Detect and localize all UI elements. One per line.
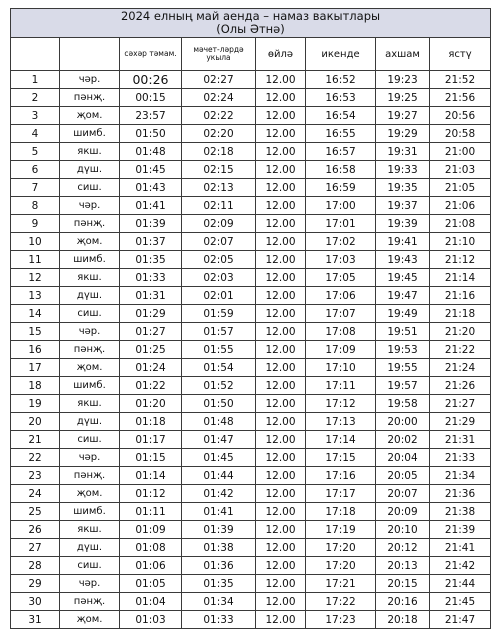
ahsham-time-cell: 20:07: [376, 485, 430, 503]
day-number-cell: 26: [11, 521, 60, 539]
ikende-time-cell: 17:16: [306, 467, 376, 485]
ahsham-time-cell: 19:49: [376, 305, 430, 323]
day-number-cell: 18: [11, 377, 60, 395]
ahsham-time-cell: 20:02: [376, 431, 430, 449]
sahar-time-cell: 00:15: [120, 89, 182, 107]
weekday-cell: якш.: [60, 395, 120, 413]
oyla-time-cell: 12.00: [256, 413, 306, 431]
ikende-time-cell: 17:14: [306, 431, 376, 449]
yastu-time-cell: 21:12: [430, 251, 491, 269]
ahsham-time-cell: 19:33: [376, 161, 430, 179]
sunrise-time-cell: 02:22: [182, 107, 256, 125]
sahar-time-cell: 01:06: [120, 557, 182, 575]
ikende-time-cell: 17:23: [306, 611, 376, 629]
prayer-times-table: [10, 8, 491, 629]
yastu-time-cell: 21:45: [430, 593, 491, 611]
day-number-cell: 31: [11, 611, 60, 629]
sahar-time-cell: 01:22: [120, 377, 182, 395]
table-row: [11, 215, 491, 233]
yastu-time-cell: 21:06: [430, 197, 491, 215]
sahar-time-cell: 01:33: [120, 269, 182, 287]
ikende-time-cell: 17:19: [306, 521, 376, 539]
sahar-time-cell: 01:48: [120, 143, 182, 161]
ahsham-time-cell: 19:41: [376, 233, 430, 251]
weekday-cell: якш.: [60, 269, 120, 287]
yastu-time-cell: 21:41: [430, 539, 491, 557]
oyla-time-cell: 12.00: [256, 179, 306, 197]
sunrise-time-cell: 02:05: [182, 251, 256, 269]
sahar-time-cell: 01:08: [120, 539, 182, 557]
oyla-time-cell: 12.00: [256, 575, 306, 593]
ahsham-time-cell: 19:25: [376, 89, 430, 107]
weekday-cell: якш.: [60, 521, 120, 539]
oyla-time-cell: 12.00: [256, 521, 306, 539]
col-header-num: [11, 38, 60, 71]
day-number-cell: 30: [11, 593, 60, 611]
sahar-time-cell: 01:41: [120, 197, 182, 215]
table-row: [11, 611, 491, 629]
weekday-cell: пәнҗ.: [60, 341, 120, 359]
yastu-time-cell: 21:03: [430, 161, 491, 179]
weekday-cell: шимб.: [60, 503, 120, 521]
day-number-cell: 20: [11, 413, 60, 431]
ikende-time-cell: 17:13: [306, 413, 376, 431]
ikende-time-cell: 17:22: [306, 593, 376, 611]
weekday-cell: җом.: [60, 107, 120, 125]
ahsham-time-cell: 20:09: [376, 503, 430, 521]
weekday-cell: җом.: [60, 611, 120, 629]
table-row: [11, 179, 491, 197]
sahar-time-cell: 01:39: [120, 215, 182, 233]
yastu-time-cell: 21:29: [430, 413, 491, 431]
sunrise-time-cell: 01:54: [182, 359, 256, 377]
table-row: [11, 161, 491, 179]
table-row: [11, 575, 491, 593]
ikende-time-cell: 16:57: [306, 143, 376, 161]
ikende-time-cell: 17:01: [306, 215, 376, 233]
weekday-cell: пәнҗ.: [60, 467, 120, 485]
table-row: [11, 143, 491, 161]
ikende-time-cell: 17:17: [306, 485, 376, 503]
weekday-cell: якш.: [60, 143, 120, 161]
ikende-time-cell: 17:15: [306, 449, 376, 467]
ikende-time-cell: 17:05: [306, 269, 376, 287]
ahsham-time-cell: 19:57: [376, 377, 430, 395]
day-number-cell: 13: [11, 287, 60, 305]
ahsham-time-cell: 20:00: [376, 413, 430, 431]
day-number-cell: 3: [11, 107, 60, 125]
sahar-time-cell: 01:12: [120, 485, 182, 503]
day-number-cell: 7: [11, 179, 60, 197]
oyla-time-cell: 12.00: [256, 449, 306, 467]
oyla-time-cell: 12.00: [256, 197, 306, 215]
sunrise-time-cell: 01:39: [182, 521, 256, 539]
sahar-time-cell: 01:04: [120, 593, 182, 611]
ikende-time-cell: 17:09: [306, 341, 376, 359]
day-number-cell: 10: [11, 233, 60, 251]
day-number-cell: 11: [11, 251, 60, 269]
table-subtitle: (Олы Әтнә): [216, 22, 285, 36]
weekday-cell: җом.: [60, 485, 120, 503]
weekday-cell: дүш.: [60, 539, 120, 557]
table-row: [11, 251, 491, 269]
ikende-time-cell: 16:54: [306, 107, 376, 125]
yastu-time-cell: 21:31: [430, 431, 491, 449]
day-number-cell: 15: [11, 323, 60, 341]
col-header-oyla: өйлә: [256, 38, 306, 71]
oyla-time-cell: 12.00: [256, 215, 306, 233]
weekday-cell: чәр.: [60, 575, 120, 593]
ahsham-time-cell: 20:05: [376, 467, 430, 485]
table-row: [11, 467, 491, 485]
table-row: [11, 485, 491, 503]
yastu-time-cell: 21:24: [430, 359, 491, 377]
weekday-cell: дүш.: [60, 287, 120, 305]
ikende-time-cell: 17:07: [306, 305, 376, 323]
table-title: 2024 елның май аенда – намаз вакытлары: [120, 9, 381, 23]
table-row: [11, 359, 491, 377]
day-number-cell: 12: [11, 269, 60, 287]
ikende-time-cell: 16:59: [306, 179, 376, 197]
ahsham-time-cell: 19:29: [376, 125, 430, 143]
ahsham-time-cell: 19:51: [376, 323, 430, 341]
yastu-time-cell: 21:26: [430, 377, 491, 395]
yastu-time-cell: 21:39: [430, 521, 491, 539]
column-header-row: [11, 38, 491, 71]
weekday-cell: шимб.: [60, 251, 120, 269]
day-number-cell: 1: [11, 71, 60, 89]
table-row: [11, 521, 491, 539]
oyla-time-cell: 12.00: [256, 395, 306, 413]
sahar-time-cell: 01:15: [120, 449, 182, 467]
ikende-time-cell: 16:53: [306, 89, 376, 107]
weekday-cell: чәр.: [60, 71, 120, 89]
table-row: [11, 71, 491, 89]
ahsham-time-cell: 20:04: [376, 449, 430, 467]
ikende-time-cell: 17:11: [306, 377, 376, 395]
ikende-time-cell: 17:08: [306, 323, 376, 341]
day-number-cell: 24: [11, 485, 60, 503]
sahar-time-cell: 01:05: [120, 575, 182, 593]
sunrise-time-cell: 02:27: [182, 71, 256, 89]
day-number-cell: 23: [11, 467, 60, 485]
oyla-time-cell: 12.00: [256, 251, 306, 269]
table-row: [11, 197, 491, 215]
weekday-cell: пәнҗ.: [60, 593, 120, 611]
oyla-time-cell: 12.00: [256, 305, 306, 323]
table-title-cell: [11, 9, 491, 38]
day-number-cell: 28: [11, 557, 60, 575]
col-header-sun: мәчет-ләрдә укыла: [182, 38, 256, 71]
table-row: [11, 305, 491, 323]
day-number-cell: 6: [11, 161, 60, 179]
sahar-time-cell: 01:45: [120, 161, 182, 179]
oyla-time-cell: 12.00: [256, 557, 306, 575]
sunrise-time-cell: 01:45: [182, 449, 256, 467]
ahsham-time-cell: 20:15: [376, 575, 430, 593]
ahsham-time-cell: 19:37: [376, 197, 430, 215]
sunrise-time-cell: 01:41: [182, 503, 256, 521]
sahar-time-cell: 01:25: [120, 341, 182, 359]
oyla-time-cell: 12.00: [256, 107, 306, 125]
sunrise-time-cell: 01:35: [182, 575, 256, 593]
day-number-cell: 16: [11, 341, 60, 359]
day-number-cell: 27: [11, 539, 60, 557]
oyla-time-cell: 12.00: [256, 377, 306, 395]
sunrise-time-cell: 02:24: [182, 89, 256, 107]
table-row: [11, 89, 491, 107]
sahar-time-cell: 01:20: [120, 395, 182, 413]
sahar-time-cell: 01:11: [120, 503, 182, 521]
ahsham-time-cell: 20:16: [376, 593, 430, 611]
sahar-time-cell: 01:03: [120, 611, 182, 629]
table-row: [11, 395, 491, 413]
weekday-cell: шимб.: [60, 377, 120, 395]
table-row: [11, 323, 491, 341]
oyla-time-cell: 12.00: [256, 89, 306, 107]
table-row: [11, 503, 491, 521]
sahar-time-cell: 01:35: [120, 251, 182, 269]
ahsham-time-cell: 19:39: [376, 215, 430, 233]
oyla-time-cell: 12.00: [256, 611, 306, 629]
ikende-time-cell: 17:03: [306, 251, 376, 269]
ikende-time-cell: 17:02: [306, 233, 376, 251]
yastu-time-cell: 21:44: [430, 575, 491, 593]
sunrise-time-cell: 02:01: [182, 287, 256, 305]
ahsham-time-cell: 19:23: [376, 71, 430, 89]
sunrise-time-cell: 01:52: [182, 377, 256, 395]
weekday-cell: пәнҗ.: [60, 215, 120, 233]
ikende-time-cell: 17:12: [306, 395, 376, 413]
yastu-time-cell: 21:42: [430, 557, 491, 575]
sunrise-time-cell: 01:42: [182, 485, 256, 503]
table-row: [11, 539, 491, 557]
ahsham-time-cell: 19:45: [376, 269, 430, 287]
yastu-time-cell: 21:00: [430, 143, 491, 161]
sunrise-time-cell: 02:07: [182, 233, 256, 251]
ikende-time-cell: 17:18: [306, 503, 376, 521]
ikende-time-cell: 17:21: [306, 575, 376, 593]
ikende-time-cell: 17:06: [306, 287, 376, 305]
table-row: [11, 593, 491, 611]
ahsham-time-cell: 20:13: [376, 557, 430, 575]
weekday-cell: чәр.: [60, 323, 120, 341]
sahar-time-cell: 23:57: [120, 107, 182, 125]
weekday-cell: шимб.: [60, 125, 120, 143]
sunrise-time-cell: 02:11: [182, 197, 256, 215]
sunrise-time-cell: 01:50: [182, 395, 256, 413]
table-row: [11, 269, 491, 287]
day-number-cell: 2: [11, 89, 60, 107]
ahsham-time-cell: 19:43: [376, 251, 430, 269]
ikende-time-cell: 17:20: [306, 539, 376, 557]
sahar-time-cell: 01:27: [120, 323, 182, 341]
sunrise-time-cell: 02:18: [182, 143, 256, 161]
yastu-time-cell: 21:38: [430, 503, 491, 521]
oyla-time-cell: 12.00: [256, 341, 306, 359]
oyla-time-cell: 12.00: [256, 467, 306, 485]
day-number-cell: 9: [11, 215, 60, 233]
sunrise-time-cell: 02:03: [182, 269, 256, 287]
yastu-time-cell: 21:18: [430, 305, 491, 323]
weekday-cell: сиш.: [60, 179, 120, 197]
oyla-time-cell: 12.00: [256, 539, 306, 557]
yastu-time-cell: 21:05: [430, 179, 491, 197]
day-number-cell: 8: [11, 197, 60, 215]
sahar-time-cell: 01:14: [120, 467, 182, 485]
sunrise-time-cell: 01:38: [182, 539, 256, 557]
table-row: [11, 233, 491, 251]
sahar-time-cell: 01:31: [120, 287, 182, 305]
sunrise-time-cell: 01:47: [182, 431, 256, 449]
ahsham-time-cell: 19:58: [376, 395, 430, 413]
ahsham-time-cell: 19:55: [376, 359, 430, 377]
ikende-time-cell: 16:58: [306, 161, 376, 179]
prayer-times-sheet: [10, 8, 490, 629]
sunrise-time-cell: 02:15: [182, 161, 256, 179]
day-number-cell: 5: [11, 143, 60, 161]
yastu-time-cell: 21:20: [430, 323, 491, 341]
ahsham-time-cell: 20:12: [376, 539, 430, 557]
sunrise-time-cell: 01:34: [182, 593, 256, 611]
ahsham-time-cell: 20:10: [376, 521, 430, 539]
oyla-time-cell: 12.00: [256, 431, 306, 449]
day-number-cell: 14: [11, 305, 60, 323]
sunrise-time-cell: 01:48: [182, 413, 256, 431]
oyla-time-cell: 12.00: [256, 485, 306, 503]
table-body: [11, 71, 491, 629]
ahsham-time-cell: 19:53: [376, 341, 430, 359]
weekday-cell: сиш.: [60, 557, 120, 575]
oyla-time-cell: 12.00: [256, 287, 306, 305]
sunrise-time-cell: 02:09: [182, 215, 256, 233]
weekday-cell: җом.: [60, 233, 120, 251]
sahar-time-cell: 01:18: [120, 413, 182, 431]
sahar-time-cell: 01:24: [120, 359, 182, 377]
ikende-time-cell: 16:55: [306, 125, 376, 143]
col-header-ahsham: ахшам: [376, 38, 430, 71]
yastu-time-cell: 21:36: [430, 485, 491, 503]
ahsham-time-cell: 19:27: [376, 107, 430, 125]
yastu-time-cell: 21:52: [430, 71, 491, 89]
table-row: [11, 449, 491, 467]
ikende-time-cell: 17:10: [306, 359, 376, 377]
day-number-cell: 25: [11, 503, 60, 521]
day-number-cell: 4: [11, 125, 60, 143]
oyla-time-cell: 12.00: [256, 233, 306, 251]
col-header-sahar: сәхәр тәмам.: [120, 38, 182, 71]
yastu-time-cell: 21:14: [430, 269, 491, 287]
table-row: [11, 287, 491, 305]
sahar-time-cell: 01:17: [120, 431, 182, 449]
sahar-time-cell: 01:29: [120, 305, 182, 323]
day-number-cell: 22: [11, 449, 60, 467]
table-row: [11, 341, 491, 359]
day-number-cell: 17: [11, 359, 60, 377]
weekday-cell: чәр.: [60, 197, 120, 215]
yastu-time-cell: 20:56: [430, 107, 491, 125]
col-header-ikende: икенде: [306, 38, 376, 71]
sunrise-time-cell: 01:33: [182, 611, 256, 629]
sahar-time-cell: 01:43: [120, 179, 182, 197]
table-row: [11, 413, 491, 431]
yastu-time-cell: 21:08: [430, 215, 491, 233]
ahsham-time-cell: 19:35: [376, 179, 430, 197]
yastu-time-cell: 21:10: [430, 233, 491, 251]
oyla-time-cell: 12.00: [256, 593, 306, 611]
day-number-cell: 21: [11, 431, 60, 449]
weekday-cell: сиш.: [60, 305, 120, 323]
yastu-time-cell: 21:16: [430, 287, 491, 305]
yastu-time-cell: 21:27: [430, 395, 491, 413]
day-number-cell: 29: [11, 575, 60, 593]
sunrise-time-cell: 01:59: [182, 305, 256, 323]
col-header-weekday: [60, 38, 120, 71]
weekday-cell: сиш.: [60, 431, 120, 449]
ikende-time-cell: 17:20: [306, 557, 376, 575]
table-row: [11, 431, 491, 449]
oyla-time-cell: 12.00: [256, 503, 306, 521]
weekday-cell: чәр.: [60, 449, 120, 467]
yastu-time-cell: 21:47: [430, 611, 491, 629]
table-row: [11, 125, 491, 143]
day-number-cell: 19: [11, 395, 60, 413]
ikende-time-cell: 16:52: [306, 71, 376, 89]
sunrise-time-cell: 02:20: [182, 125, 256, 143]
ahsham-time-cell: 19:31: [376, 143, 430, 161]
yastu-time-cell: 21:22: [430, 341, 491, 359]
weekday-cell: дүш.: [60, 161, 120, 179]
table-row: [11, 557, 491, 575]
oyla-time-cell: 12.00: [256, 359, 306, 377]
oyla-time-cell: 12.00: [256, 143, 306, 161]
oyla-time-cell: 12.00: [256, 71, 306, 89]
sahar-time-cell: 01:37: [120, 233, 182, 251]
sahar-time-cell: 01:50: [120, 125, 182, 143]
ahsham-time-cell: 19:47: [376, 287, 430, 305]
yastu-time-cell: 21:56: [430, 89, 491, 107]
oyla-time-cell: 12.00: [256, 125, 306, 143]
ikende-time-cell: 17:00: [306, 197, 376, 215]
yastu-time-cell: 21:34: [430, 467, 491, 485]
weekday-cell: дүш.: [60, 413, 120, 431]
oyla-time-cell: 12.00: [256, 161, 306, 179]
weekday-cell: пәнҗ.: [60, 89, 120, 107]
oyla-time-cell: 12.00: [256, 323, 306, 341]
sunrise-time-cell: 01:55: [182, 341, 256, 359]
sahar-time-cell: 00:26: [120, 71, 182, 89]
sunrise-time-cell: 01:36: [182, 557, 256, 575]
weekday-cell: җом.: [60, 359, 120, 377]
yastu-time-cell: 21:33: [430, 449, 491, 467]
oyla-time-cell: 12.00: [256, 269, 306, 287]
sunrise-time-cell: 02:13: [182, 179, 256, 197]
sunrise-time-cell: 01:57: [182, 323, 256, 341]
table-row: [11, 377, 491, 395]
table-row: [11, 107, 491, 125]
sunrise-time-cell: 01:44: [182, 467, 256, 485]
col-header-yastu: ястү: [430, 38, 491, 71]
ahsham-time-cell: 20:18: [376, 611, 430, 629]
yastu-time-cell: 20:58: [430, 125, 491, 143]
sahar-time-cell: 01:09: [120, 521, 182, 539]
